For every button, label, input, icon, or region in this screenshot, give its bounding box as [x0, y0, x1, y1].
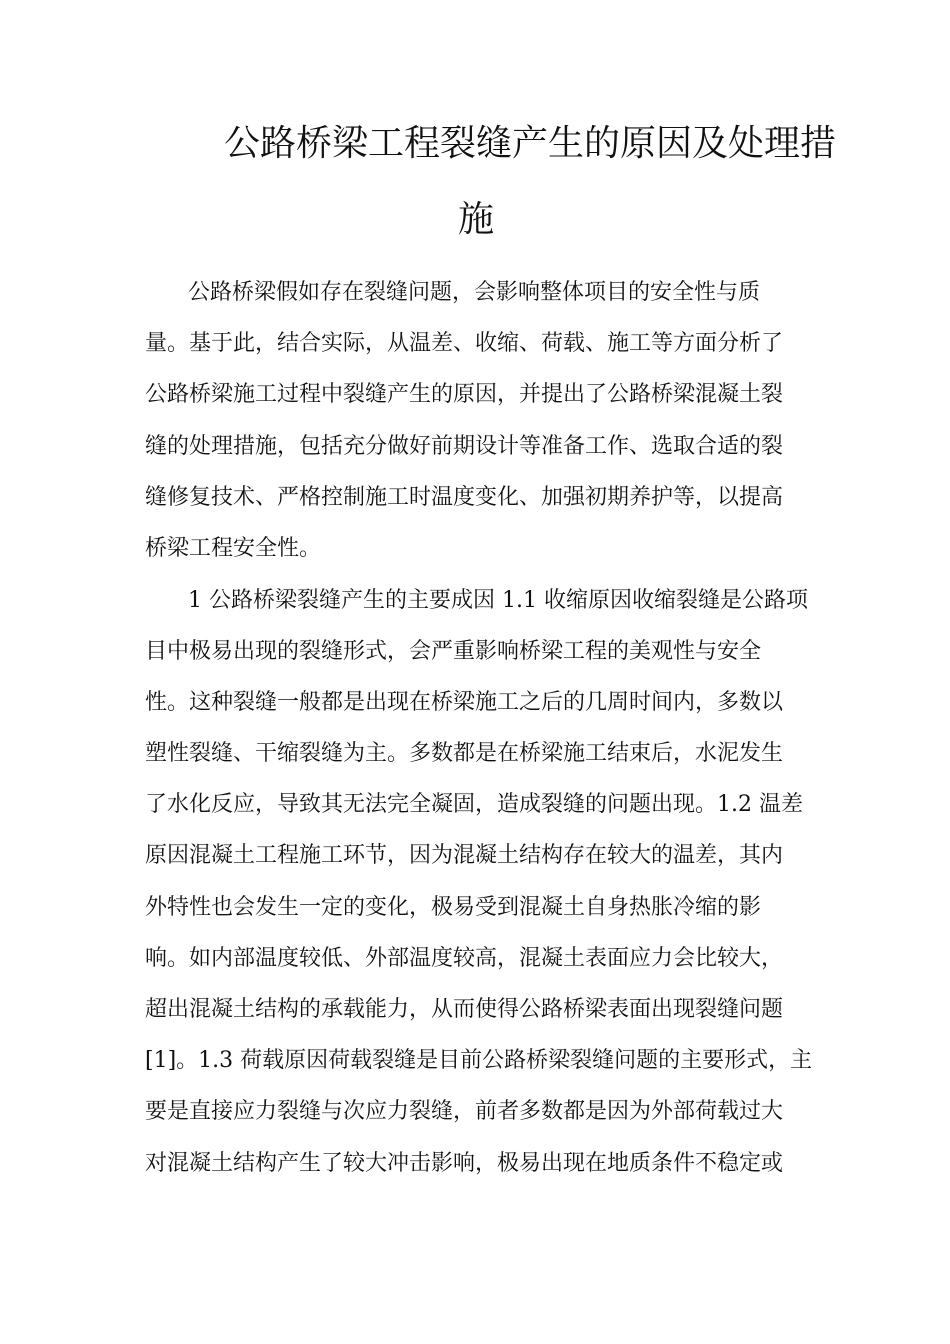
paragraph-1-line-4: 缝的处理措施，包括充分做好前期设计等准备工作、选取合适的裂 — [145, 434, 784, 459]
paragraph-2-line-10: [1]。1.3 荷载原因荷载裂缝是目前公路桥梁裂缝问题的主要形式，主 — [145, 1048, 813, 1073]
paragraph-2-line-9: 超出混凝土结构的承载能力，从而使得公路桥梁表面出现裂缝问题 — [145, 997, 784, 1022]
document-title-line-2: 施 — [458, 199, 495, 240]
paragraph-1-line-6: 桥梁工程安全性。 — [145, 536, 322, 561]
paragraph-2-line-11: 要是直接应力裂缝与次应力裂缝，前者多数都是因为外部荷载过大 — [145, 1099, 784, 1124]
paragraph-2-line-8: 响。如内部温度较低、外部温度较高，混凝土表面应力会比较大， — [145, 946, 784, 971]
paragraph-2-line-2: 目中极易出现的裂缝形式，会严重影响桥梁工程的美观性与安全 — [145, 639, 762, 664]
paragraph-2-line-3: 性。这种裂缝一般都是出现在桥梁施工之后的几周时间内，多数以 — [145, 690, 784, 715]
paragraph-1-line-5: 缝修复技术、严格控制施工时温度变化、加强初期养护等，以提高 — [145, 485, 784, 510]
paragraph-2-line-1: 1 公路桥梁裂缝产生的主要成因 1.1 收缩原因收缩裂缝是公路项 — [188, 588, 808, 613]
paragraph-2-line-7: 外特性也会发生一定的变化，极易受到混凝土自身热胀冷缩的影 — [145, 895, 762, 920]
document-title-line-1: 公路桥梁工程裂缝产生的原因及处理措 — [224, 123, 837, 164]
paragraph-2-line-5: 了水化反应，导致其无法完全凝固，造成裂缝的问题出现。1.2 温差 — [145, 792, 803, 817]
paragraph-2-line-4: 塑性裂缝、干缩裂缝为主。多数都是在桥梁施工结束后，水泥发生 — [145, 741, 784, 766]
paragraph-2-line-6: 原因混凝土工程施工环节，因为混凝土结构存在较大的温差，其内 — [145, 843, 784, 868]
paragraph-1-line-1: 公路桥梁假如存在裂缝问题，会影响整体项目的安全性与质 — [188, 280, 761, 305]
paragraph-2-line-12: 对混凝土结构产生了较大冲击影响，极易出现在地质条件不稳定或 — [145, 1151, 784, 1176]
paragraph-1-line-2: 量。基于此，结合实际，从温差、收缩、荷载、施工等方面分析了 — [145, 331, 784, 356]
paragraph-1-line-3: 公路桥梁施工过程中裂缝产生的原因，并提出了公路桥梁混凝土裂 — [145, 382, 784, 407]
